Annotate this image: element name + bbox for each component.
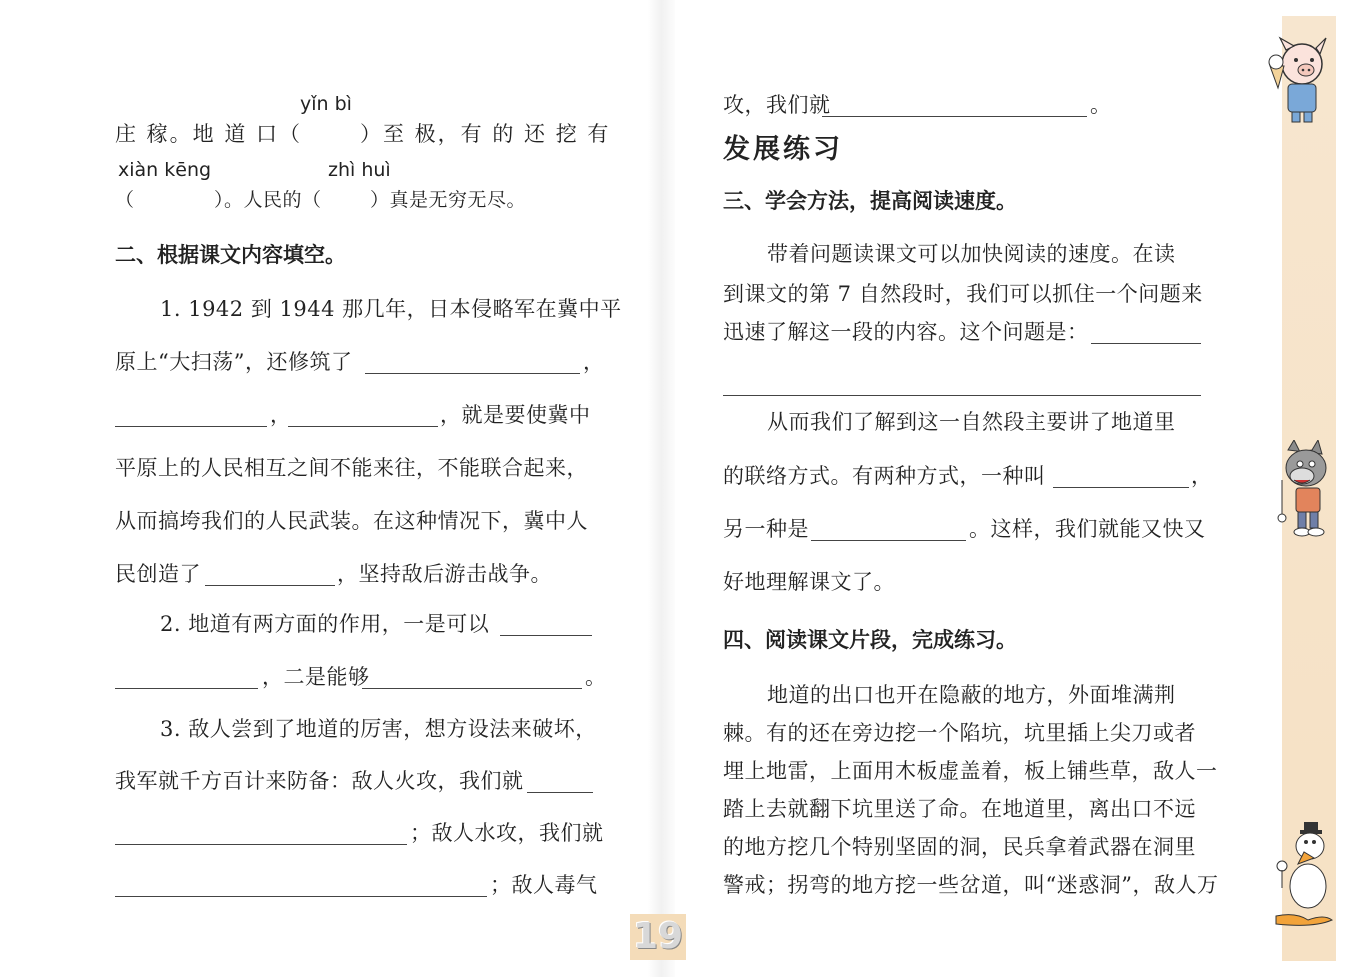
q1-line-2b: ，: [583, 350, 605, 374]
q1-line-3a: ，: [270, 403, 292, 427]
p4-line-3: 埋上地雷，上面用木板虚盖着，板上铺些草，敌人一: [723, 759, 1218, 783]
q3-blank-2[interactable]: [115, 844, 407, 845]
heading-section-3: 三、学会方法，提高阅读速度。: [723, 189, 1017, 213]
wolf-mascot-icon: [1272, 440, 1336, 540]
p3-line-5: 从而我们了解到这一自然段主要讲了地道里: [767, 410, 1176, 434]
q2-blank-1[interactable]: [500, 635, 592, 636]
p4-line-2: 棘。有的还在旁边挖一个陷坑，坑里插上尖刀或者: [723, 721, 1196, 745]
page-number: 19: [630, 914, 686, 960]
pig-mascot-icon: [1256, 36, 1342, 128]
pinyin-xiankeng: xiàn kēng: [118, 159, 212, 181]
pinyin-yinbi: yǐn bì: [300, 93, 352, 115]
q1-line-5: 从而搞垮我们的人民武装。在这种情况下，冀中人: [115, 509, 588, 533]
pinyin-zhihui: zhì huì: [328, 159, 391, 181]
left-line-1a: 庄 稼。地 道 口（: [115, 122, 303, 146]
q3-line-4: ；敌人毒气: [490, 873, 598, 897]
right-page: [675, 0, 1350, 977]
p3-line-7b: 。这样，我们就能又快又: [969, 517, 1206, 541]
p3-line-6b: ，: [1191, 464, 1213, 488]
q1-line-1: 1. 1942 到 1944 那几年，日本侵略军在冀中平: [160, 297, 622, 321]
q3-line-2: 我军就千方百计来防备：敌人火攻，我们就: [115, 769, 524, 793]
q2-blank-3[interactable]: [362, 688, 582, 689]
q2-line-2a: ，二是能够: [262, 665, 370, 689]
q2-line-2b: 。: [585, 665, 607, 689]
p3-blank-3[interactable]: [1053, 487, 1189, 488]
p3-line-1: 带着问题读课文可以加快阅读的速度。在读: [767, 242, 1176, 266]
q1-line-6a: 民创造了: [115, 562, 201, 586]
right-top-line-a: 攻，我们就: [723, 93, 831, 117]
q2-line-1: 2. 地道有两方面的作用，一是可以: [160, 612, 490, 636]
p3-line-3: 迅速了解这一段的内容。这个问题是：: [723, 320, 1089, 344]
q1-line-3b: ，就是要使冀中: [440, 403, 591, 427]
heading-section-2: 二、根据课文内容填空。: [115, 243, 346, 267]
q1-blank-3[interactable]: [288, 426, 438, 427]
p3-line-7a: 另一种是: [723, 517, 809, 541]
q1-blank-4[interactable]: [205, 585, 335, 586]
right-top-blank[interactable]: [822, 116, 1087, 117]
p4-line-1: 地道的出口也开在隐蔽的地方，外面堆满荆: [767, 683, 1176, 707]
q1-line-6b: ，坚持敌后游击战争。: [337, 562, 552, 586]
left-line-2c: ）真是无穷无尽。: [370, 189, 527, 211]
heading-section-4: 四、阅读课文片段，完成练习。: [723, 628, 1017, 652]
left-line-2a: （: [115, 189, 135, 211]
p3-blank-1[interactable]: [1091, 343, 1201, 344]
q3-line-1: 3. 敌人尝到了地道的厉害，想方设法来破坏，: [160, 717, 597, 741]
p3-line-8: 好地理解课文了。: [723, 570, 895, 594]
p4-line-5: 的地方挖几个特别坚固的洞，民兵拿着武器在洞里: [723, 835, 1196, 859]
q3-line-3: ；敌人水攻，我们就: [410, 821, 604, 845]
left-line-1b: ）至 极，有 的 还 挖 有: [360, 122, 611, 146]
book-gutter: [648, 0, 678, 977]
q1-line-4: 平原上的人民相互之间不能来往，不能联合起来，: [115, 456, 588, 480]
duck-mascot-icon: [1268, 820, 1338, 930]
p3-line-2: 到课文的第 7 自然段时，我们可以抓住一个问题来: [723, 282, 1203, 306]
p4-line-4: 踏上去就翻下坑里送了命。在地道里，离出口不远: [723, 797, 1196, 821]
q1-line-2a: 原上“大扫荡”，还修筑了: [115, 350, 353, 374]
q2-blank-2[interactable]: [115, 688, 258, 689]
q1-blank-2[interactable]: [115, 426, 267, 427]
p3-blank-4[interactable]: [811, 540, 966, 541]
q3-blank-1[interactable]: [527, 792, 593, 793]
p4-line-6: 警戒；拐弯的地方挖一些岔道，叫“迷惑洞”，敌人万: [723, 873, 1219, 897]
left-line-2b: ）。人民的（: [214, 189, 322, 211]
section-title: 发展练习: [723, 134, 843, 165]
p3-blank-2[interactable]: [723, 395, 1201, 396]
q3-blank-3[interactable]: [115, 896, 487, 897]
p3-line-6a: 的联络方式。有两种方式，一种叫: [723, 464, 1046, 488]
q1-blank-1[interactable]: [365, 373, 580, 374]
right-top-line-b: 。: [1090, 93, 1112, 117]
